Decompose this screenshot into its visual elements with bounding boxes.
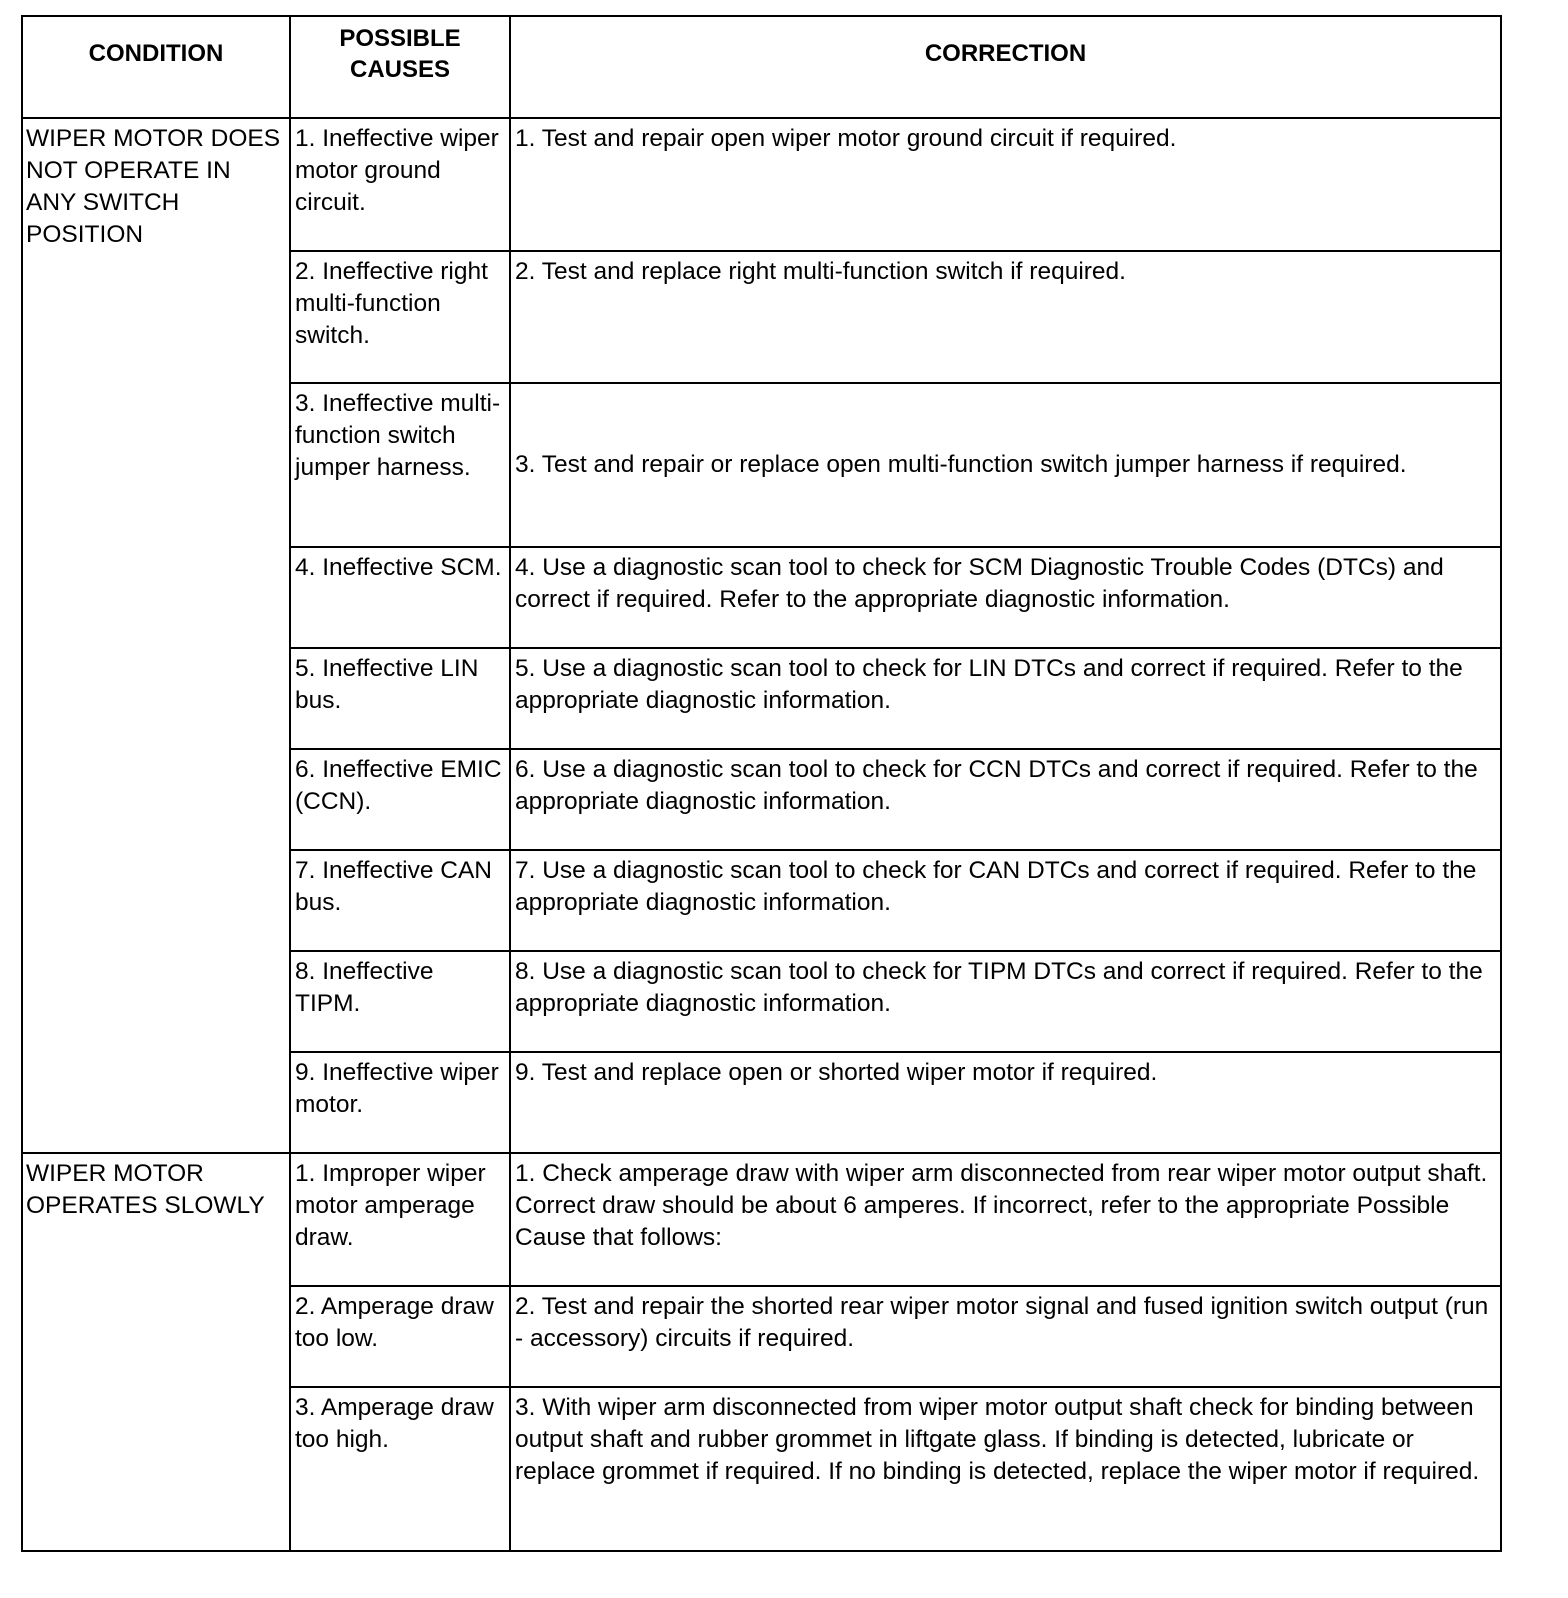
cause-cell: 1. Improper wiper motor amperage draw.	[290, 1153, 510, 1286]
condition-cell: WIPER MOTOR OPERATES SLOWLY	[22, 1153, 290, 1551]
correction-cell: 9. Test and replace open or shorted wiper motor if required.	[510, 1052, 1501, 1153]
correction-cell: 1. Test and repair open wiper motor ground circuit if required.	[510, 118, 1501, 251]
header-row	[22, 16, 1501, 118]
correction-cell: 3. Test and repair or replace open multi-function switch jumper harness if required.	[510, 383, 1501, 547]
correction-cell: 7. Use a diagnostic scan tool to check for CAN DTCs and correct if required. Refer to the appropriate diagnostic information.	[510, 850, 1501, 951]
cause-cell: 3. Ineffective multi-function switch jumper harness.	[290, 383, 510, 547]
cause-cell: 1. Ineffective wiper motor ground circuit.	[290, 118, 510, 251]
header-possible-causes: POSSIBLE CAUSES	[290, 16, 510, 118]
cause-cell: 9. Ineffective wiper motor.	[290, 1052, 510, 1153]
cause-cell: 4. Ineffective SCM.	[290, 547, 510, 648]
cause-cell: 5. Ineffective LIN bus.	[290, 648, 510, 749]
correction-cell: 1. Check amperage draw with wiper arm disconnected from rear wiper motor output shaft. Correct draw should be about 6 amperes. If incorrect, refer to the appropriate Possible Cause that follows:	[510, 1153, 1501, 1286]
correction-cell: 5. Use a diagnostic scan tool to check for LIN DTCs and correct if required. Refer to the appropriate diagnostic information.	[510, 648, 1501, 749]
correction-cell: 2. Test and replace right multi-function switch if required.	[510, 251, 1501, 383]
cause-cell: 2. Ineffective right multi-function switch.	[290, 251, 510, 383]
cause-cell: 7. Ineffective CAN bus.	[290, 850, 510, 951]
correction-cell: 6. Use a diagnostic scan tool to check for CCN DTCs and correct if required. Refer to the appropriate diagnostic information.	[510, 749, 1501, 850]
cause-cell: 6. Ineffective EMIC (CCN).	[290, 749, 510, 850]
cause-cell: 3. Amperage draw too high.	[290, 1387, 510, 1551]
table-row	[22, 1153, 1501, 1286]
header-condition: CONDITION	[22, 16, 290, 118]
correction-cell: 4. Use a diagnostic scan tool to check for SCM Diagnostic Trouble Codes (DTCs) and correct if required. Refer to the appropriate diagnostic information.	[510, 547, 1501, 648]
correction-cell: 8. Use a diagnostic scan tool to check for TIPM DTCs and correct if required. Refer to the appropriate diagnostic information.	[510, 951, 1501, 1052]
table-row	[22, 118, 1501, 251]
correction-cell: 3. With wiper arm disconnected from wiper motor output shaft check for binding between output shaft and rubber grommet in liftgate glass. If binding is detected, lubricate or replace grommet if required. If no binding is detected, replace the wiper motor if required.	[510, 1387, 1501, 1551]
cause-cell: 8. Ineffective TIPM.	[290, 951, 510, 1052]
cause-cell: 2. Amperage draw too low.	[290, 1286, 510, 1387]
header-correction: CORRECTION	[510, 16, 1501, 118]
diagnosis-table	[21, 15, 1502, 1552]
condition-cell: WIPER MOTOR DOES NOT OPERATE IN ANY SWITCH POSITION	[22, 118, 290, 1153]
correction-cell: 2. Test and repair the shorted rear wiper motor signal and fused ignition switch output (run - accessory) circuits if required.	[510, 1286, 1501, 1387]
